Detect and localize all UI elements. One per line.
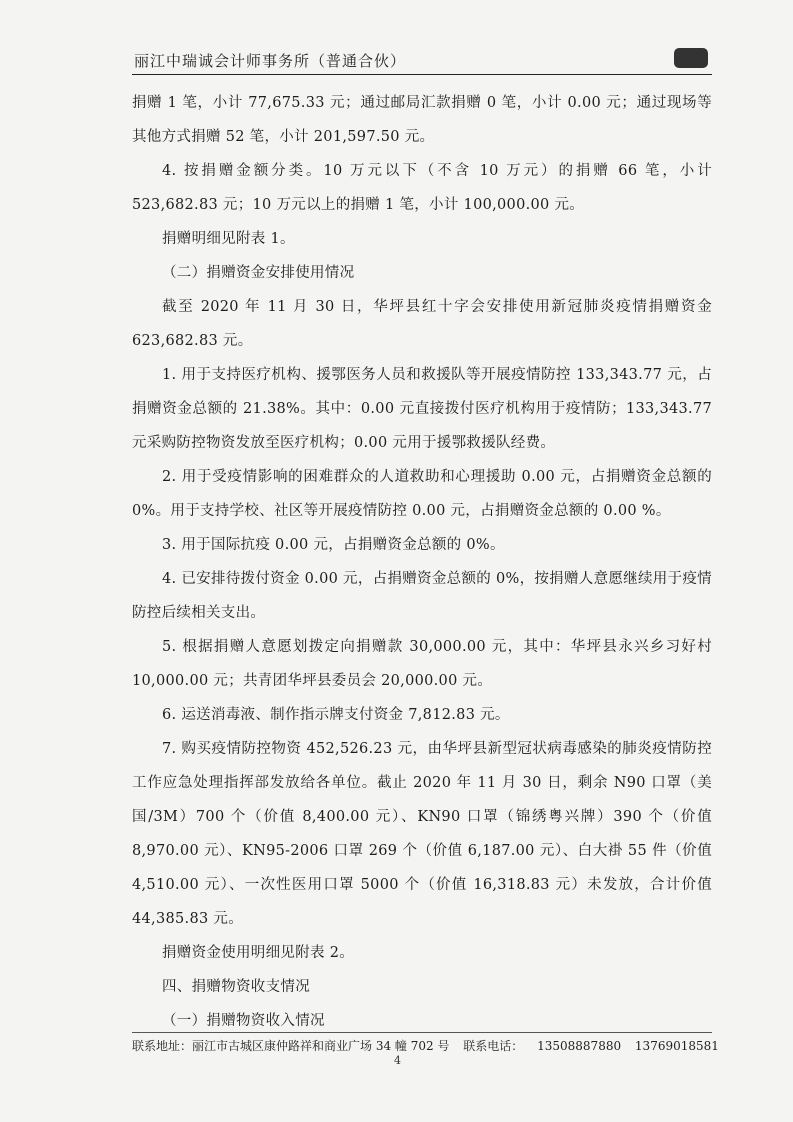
document-body bbox=[132, 86, 712, 1038]
paragraph-1: 捐赠 1 笔，小计 77,675.33 元；通过邮局汇款捐赠 0 笔，小计 0.00 元；通过现场等其他方式捐赠 52 笔，小计 201,597.50 元。 bbox=[132, 95, 712, 145]
section-heading-2: （二）捐赠资金安排使用情况 bbox=[162, 265, 355, 281]
page-number: 4 bbox=[394, 1054, 401, 1067]
paragraph-7: 2. 用于受疫情影响的困难群众的人道救助和心理援助 0.00 元，占捐赠资金总额的 0%。用于支持学校、社区等开展疫情防控 0.00 元，占捐赠资金总额的 0.00 %。 bbox=[132, 469, 712, 519]
footer-phone-label: 联系电话： bbox=[463, 1039, 524, 1053]
footer-phone-1: 13508887880 bbox=[537, 1039, 622, 1053]
page-header bbox=[132, 44, 712, 75]
paragraph-12: 7. 购买疫情防控物资 452,526.23 元，由华坪县新型冠状病毒感染的肺炎疫情防控工作应急处理指挥部发放给各单位。截止 2020 年 11 月 30 日，剩余 N90 口罩（美国/3M）700 个（价值 8,400.00 元）、KN90 口罩（锦绣粤兴牌）390 个（价值 8,970.00 元）、KN95-2006 口罩 269 个（价值 6,187.00 元）、白大褂 55 件（价值 4,510.00 元）、一次性医用口罩 5000 个（价值 16,318.83 元）未发放，合计价值 44,385.83 元。 bbox=[132, 741, 712, 927]
firm-name: 丽江中瑞诚会计师事务所（普通合伙） bbox=[134, 52, 407, 70]
paragraph-3: 捐赠明细见附表 1。 bbox=[162, 231, 295, 247]
page-footer bbox=[132, 1032, 719, 1053]
paragraph-10: 5. 根据捐赠人意愿划拨定向捐赠款 30,000.00 元，其中：华坪县永兴乡习好村 10,000.00 元；共青团华坪县委员会 20,000.00 元。 bbox=[132, 639, 712, 689]
paragraph-8: 3. 用于国际抗疫 0.00 元，占捐赠资金总额的 0%。 bbox=[162, 537, 505, 553]
paragraph-13: 捐赠资金使用明细见附表 2。 bbox=[162, 945, 355, 961]
paragraph-2: 4. 按捐赠金额分类。10 万元以下（不含 10 万元）的捐赠 66 笔，小计 523,682.83 元；10 万元以上的捐赠 1 笔，小计 100,000.00 元。 bbox=[132, 163, 712, 213]
paragraph-9: 4. 已安排待拨付资金 0.00 元，占捐赠资金总额的 0%，按捐赠人意愿继续用于疫情防控后续相关支出。 bbox=[132, 571, 712, 621]
paragraph-5: 截至 2020 年 11 月 30 日，华坪县红十字会安排使用新冠肺炎疫情捐赠资金 623,682.83 元。 bbox=[132, 299, 712, 349]
paragraph-11: 6. 运送消毒液、制作指示牌支付资金 7,812.83 元。 bbox=[162, 707, 510, 723]
section-heading-4: 四、捐赠物资收支情况 bbox=[162, 979, 310, 995]
paragraph-6: 1. 用于支持医疗机构、援鄂医务人员和救援队等开展疫情防控 133,343.77 元，占捐赠资金总额的 21.38%。其中：0.00 元直接拨付医疗机构用于疫情防；133,343.77 元采购防控物资发放至医疗机构；0.00 元用于援鄂救援队经费。 bbox=[132, 367, 712, 451]
footer-phone-2: 13769018581 bbox=[634, 1039, 719, 1053]
footer-address: 联系地址：丽江市古城区康仲路祥和商业广场 34 幢 702 号 bbox=[132, 1039, 450, 1053]
header-badge bbox=[674, 48, 708, 68]
subsection-heading: （一）捐赠物资收入情况 bbox=[162, 1013, 325, 1029]
footer-contact bbox=[132, 1037, 719, 1054]
